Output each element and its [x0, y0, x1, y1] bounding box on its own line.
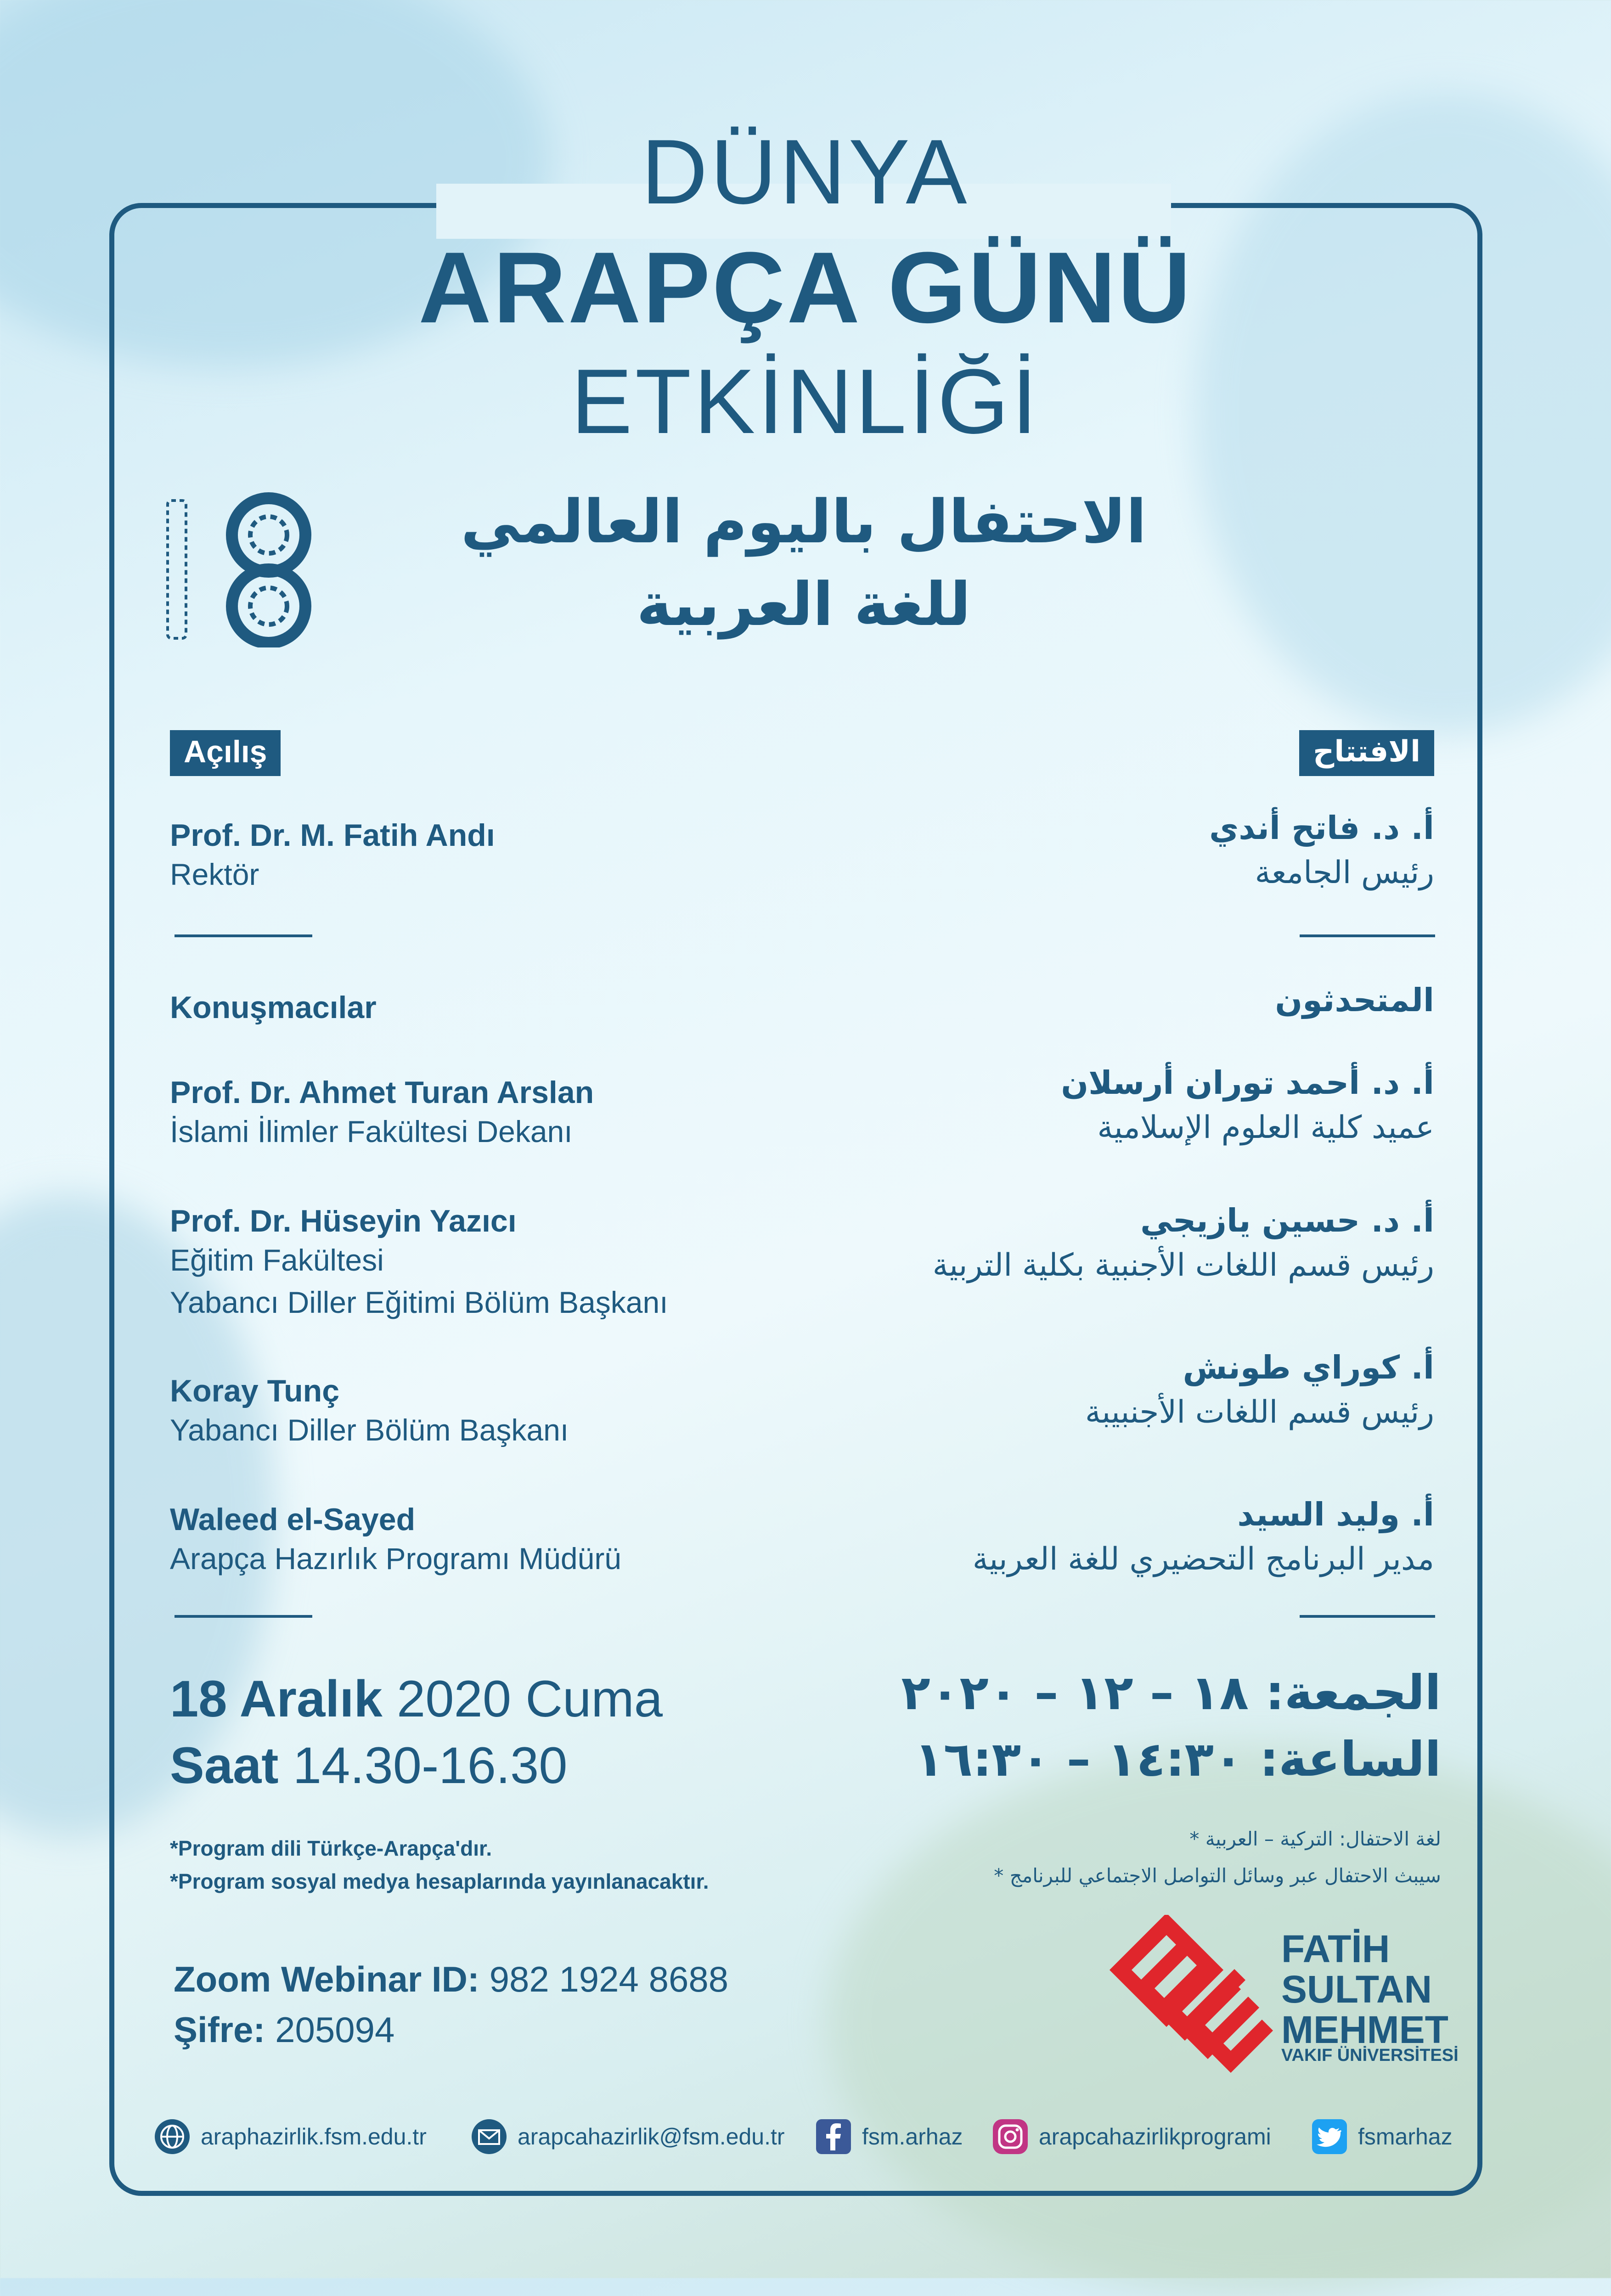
twitter-icon — [1311, 2118, 1348, 2155]
event-time-ar: الساعة: ١٤:٣٠ – ١٦:٣٠ — [914, 1731, 1441, 1787]
divider-right-1 — [1300, 934, 1435, 937]
event-time — [170, 1736, 568, 1795]
event-time-bold: Saat — [170, 1737, 279, 1794]
speaker-role-ar: عميد كلية العلوم الإسلامية — [1097, 1109, 1434, 1146]
speaker-role: Yabancı Diller Bölüm Başkanı — [170, 1413, 569, 1447]
note-broadcast-ar: سيبث الاحتفال عبر وسائل التواصل الاجتماعي للبرنامج * — [994, 1864, 1441, 1887]
speaker-role: Arapça Hazırlık Programı Müdürü — [170, 1542, 622, 1576]
speaker-1-ar — [1061, 1061, 1434, 1151]
zoom-pw-label: Şifre: — [174, 2009, 265, 2050]
title-line-3: ETKİNLİĞİ — [571, 350, 1040, 453]
zoom-pw-value: 205094 — [275, 2009, 395, 2050]
speaker-2-tr — [170, 1203, 668, 1323]
arabic-title-line-2: للغة العربية — [637, 569, 971, 639]
event-date-ar: الجمعة: ١٨ – ١٢ – ٢٠٢٠ — [901, 1665, 1441, 1721]
opening-label-ar: الافتتاح — [1299, 730, 1434, 776]
social-mail[interactable] — [471, 2116, 785, 2157]
speaker-name-ar: أ. د. حسين يازيجي — [1140, 1202, 1434, 1239]
divider-right-2 — [1300, 1615, 1435, 1618]
social-twitter[interactable] — [1311, 2116, 1453, 2157]
facebook-icon — [815, 2118, 852, 2155]
speaker-name: Waleed el-Sayed — [170, 1502, 416, 1537]
speaker-4-tr — [170, 1502, 621, 1580]
title-line-1: DÜNYA — [641, 121, 970, 223]
speaker-role: Eğitim Fakültesi — [170, 1243, 384, 1277]
arabic-day-18-logo — [158, 491, 328, 647]
opening-name: Prof. Dr. M. Fatih Andı — [170, 818, 495, 853]
speaker-1-tr — [170, 1075, 594, 1153]
event-date — [170, 1669, 663, 1728]
event-time-rest: 14.30-16.30 — [293, 1737, 568, 1794]
instagram-handle[interactable]: arapcahazirlikprogrami — [1039, 2124, 1271, 2150]
speaker-role-ar: مدير البرنامج التحضيري للغة العربية — [972, 1541, 1434, 1577]
social-instagram[interactable] — [992, 2116, 1271, 2157]
event-date-bold: 18 Aralık — [170, 1670, 383, 1728]
opening-block-tr — [170, 817, 495, 895]
speaker-role-ar: رئيس قسم اللغات الأجنبيبة — [1085, 1394, 1434, 1430]
opening-tag-ar — [1299, 730, 1434, 776]
university-name-line-1: FATİH — [1281, 1927, 1390, 1970]
opening-tag-tr — [170, 730, 281, 776]
note-broadcast-tr: *Program sosyal medya hesaplarında yayınlanacaktır. — [170, 1869, 709, 1893]
speaker-3-ar — [1085, 1345, 1434, 1435]
globe-icon — [154, 2118, 191, 2155]
arabic-title-line-1: الاحتفال باليوم العالمي — [461, 487, 1147, 557]
speaker-name-ar: أ. وليد السيد — [1237, 1496, 1434, 1533]
opening-label: Açılış — [170, 730, 281, 776]
note-language-ar: لغة الاحتفال: التركية – العربية * — [1189, 1828, 1441, 1850]
divider-left-1 — [175, 934, 312, 937]
opening-block-ar — [1209, 806, 1434, 896]
speaker-name-ar: أ. كوراي طونش — [1183, 1349, 1434, 1386]
zoom-id-label: Zoom Webinar ID: — [174, 1959, 479, 1999]
speaker-role-line-2: Yabancı Diller Eğitimi Bölüm Başkanı — [170, 1285, 668, 1319]
note-language-tr: *Program dili Türkçe-Arapça'dır. — [170, 1836, 492, 1860]
twitter-handle[interactable]: fsmarhaz — [1358, 2124, 1453, 2150]
divider-left-2 — [175, 1615, 312, 1618]
social-web[interactable] — [154, 2116, 427, 2157]
mail-icon — [471, 2118, 507, 2155]
opening-name-ar: أ. د. فاتح أندي — [1209, 809, 1434, 847]
web-address[interactable]: araphazirlik.fsm.edu.tr — [201, 2124, 427, 2150]
speaker-role: İslami İlimler Fakültesi Dekanı — [170, 1114, 573, 1148]
speaker-name-ar: أ. د. أحمد توران أرسلان — [1061, 1064, 1434, 1102]
speaker-name: Prof. Dr. Hüseyin Yazıcı — [170, 1204, 517, 1238]
zoom-password — [174, 2009, 394, 2051]
email-address[interactable]: arapcahazirlik@fsm.edu.tr — [518, 2124, 785, 2150]
university-subtitle: VAKIF ÜNİVERSİTESİ — [1281, 2046, 1459, 2065]
speaker-role-ar: رئيس قسم اللغات الأجنبية بكلية التربية — [932, 1247, 1434, 1283]
speakers-label-ar: المتحدثون — [1275, 981, 1434, 1019]
speaker-3-tr — [170, 1373, 569, 1451]
speakers-label: Konuşmacılar — [170, 990, 377, 1025]
opening-role: Rektör — [170, 857, 259, 891]
speaker-name: Prof. Dr. Ahmet Turan Arslan — [170, 1075, 594, 1110]
speaker-2-ar — [933, 1199, 1434, 1289]
university-name-line-2: SULTAN — [1281, 1968, 1432, 2011]
opening-role-ar: رئيس الجامعة — [1255, 855, 1434, 891]
zoom-id-value: 982 1924 8688 — [489, 1959, 729, 1999]
event-date-rest: 2020 Cuma — [396, 1670, 663, 1728]
social-facebook[interactable] — [815, 2116, 963, 2157]
zoom-webinar-id — [174, 1958, 728, 2000]
speaker-name: Koray Tunç — [170, 1373, 340, 1408]
instagram-icon — [992, 2118, 1029, 2155]
title-line-2: ARAPÇA GÜNÜ — [418, 231, 1193, 344]
facebook-handle[interactable]: fsm.arhaz — [862, 2124, 963, 2150]
university-name-line-3: MEHMET — [1281, 2008, 1448, 2051]
speaker-4-ar — [973, 1492, 1434, 1582]
